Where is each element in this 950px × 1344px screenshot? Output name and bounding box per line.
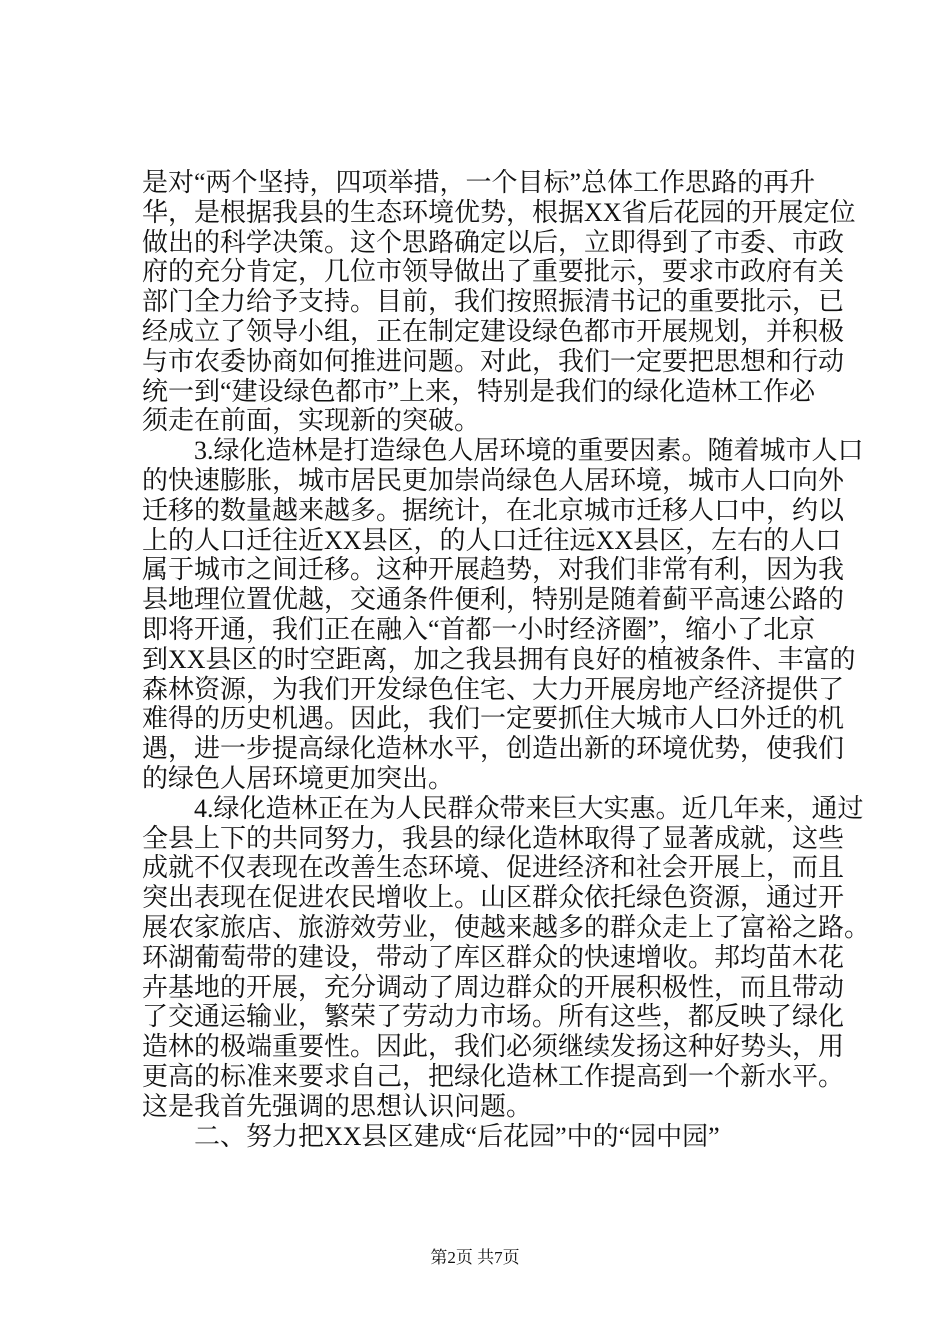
page-footer: 第2页 共7页 xyxy=(430,1248,520,1267)
text-line: 到XX县区的时空距离，加之我县拥有良好的植被条件、丰富的 xyxy=(142,644,856,674)
text-line: 的快速膨胀，城市居民更加崇尚绿色人居环境，城市人口向外 xyxy=(142,465,845,495)
text-line: 成就不仅表现在改善生态环境、促进经济和社会开展上，而且 xyxy=(142,853,845,883)
text-line: 造林的极端重要性。因此，我们必须继续发扬这种好势头，用 xyxy=(142,1032,845,1062)
text-line: 与市农委协商如何推进问题。对此，我们一定要把思想和行动 xyxy=(142,346,845,376)
text-line: 县地理位置优越，交通条件便利，特别是随着蓟平高速公路的 xyxy=(142,585,845,615)
text-line: 卉基地的开展，充分调动了周边群众的开展积极性，而且带动 xyxy=(142,972,845,1002)
text-line: 做出的科学决策。这个思路确定以后，立即得到了市委、市政 xyxy=(142,227,845,257)
text-line: 即将开通，我们正在融入“首都一小时经济圈”，缩小了北京 xyxy=(142,614,816,644)
text-line: 上的人口迁往近XX县区，的人口迁往远XX县区，左右的人口 xyxy=(142,525,842,555)
text-line: 这是我首先强调的思想认识问题。 xyxy=(142,1091,533,1121)
text-line: 的绿色人居环境更加突出。 xyxy=(142,763,455,793)
text-line: 府的充分肯定，几位市领导做出了重要批示，要求市政府有关 xyxy=(142,257,845,287)
text-line: 遇，进一步提高绿化造林水平，创造出新的环境优势，使我们 xyxy=(142,734,845,764)
text-line: 4.绿化造林正在为人民群众带来巨大实惠。近几年来，通过 xyxy=(194,793,864,823)
paragraph xyxy=(142,436,864,794)
text-line: 更高的标准来要求自己，把绿化造林工作提高到一个新水平。 xyxy=(142,1061,845,1091)
text-line: 森林资源，为我们开发绿色住宅、大力开展房地产经济提供了 xyxy=(142,674,845,704)
text-line: 了交通运输业，繁荣了劳动力市场。所有这些，都反映了绿化 xyxy=(142,1002,845,1032)
text-line: 环湖葡萄带的建设，带动了库区群众的快速增收。邦均苗木花 xyxy=(142,942,845,972)
text-line: 部门全力给予支持。目前，我们按照振清书记的重要批示，已 xyxy=(142,287,845,317)
paragraph xyxy=(142,793,871,1122)
text-line: 展农家旅店、旅游效劳业，使越来越多的群众走上了富裕之路。 xyxy=(142,912,871,942)
text-line: 统一到“建设绿色都市”上来，特别是我们的绿化造林工作必 xyxy=(142,376,816,406)
document-body xyxy=(142,168,871,1151)
text-line: 须走在前面，实现新的突破。 xyxy=(142,406,481,436)
text-line: 经成立了领导小组，正在制定建设绿色都市开展规划，并积极 xyxy=(142,316,845,346)
paragraph xyxy=(142,168,856,436)
text-line: 迁移的数量越来越多。据统计，在北京城市迁移人口中，约以 xyxy=(142,495,845,525)
section-heading: 二、努力把XX县区建成“后花园”中的“园中园” xyxy=(194,1121,720,1151)
text-line: 突出表现在促进农民增收上。山区群众依托绿色资源，通过开 xyxy=(142,883,845,913)
text-line: 难得的历史机遇。因此，我们一定要抓住大城市人口外迁的机 xyxy=(142,704,845,734)
text-line: 华，是根据我县的生态环境优势，根据XX省后花园的开展定位 xyxy=(142,197,856,227)
text-line: 3.绿化造林是打造绿色人居环境的重要因素。随着城市人口 xyxy=(194,436,864,466)
text-line: 是对“两个坚持，四项举措，一个目标”总体工作思路的再升 xyxy=(142,168,816,197)
text-line: 属于城市之间迁移。这种开展趋势，对我们非常有利，因为我 xyxy=(142,555,845,585)
text-line: 全县上下的共同努力，我县的绿化造林取得了显著成就，这些 xyxy=(142,823,845,853)
